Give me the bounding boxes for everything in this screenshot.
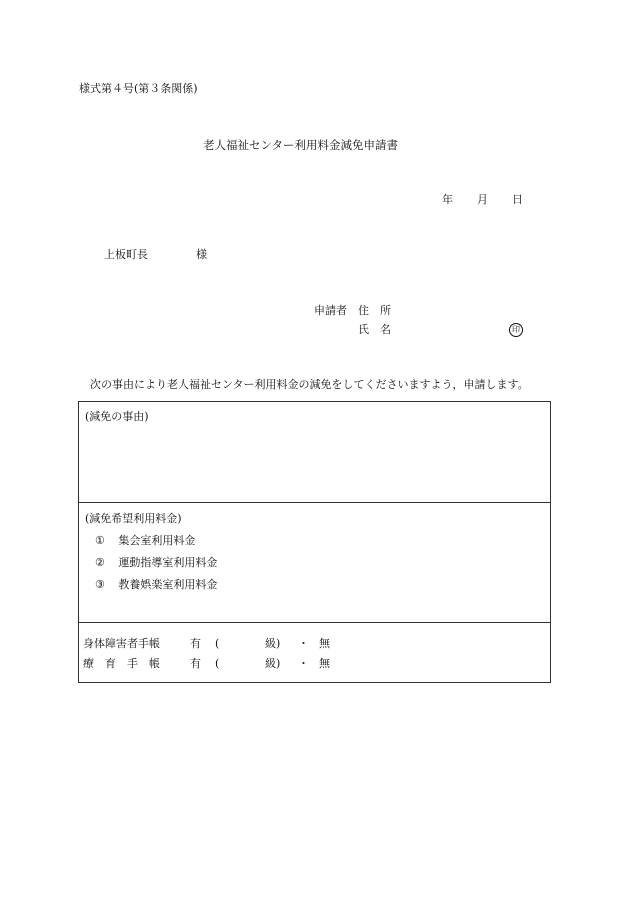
name-label: 氏 名 — [358, 323, 391, 336]
applicant-label: 申請者 — [314, 304, 347, 317]
certificate-open-paren: ( — [215, 637, 220, 650]
document-title: 老人福祉センター利用料金減免申請書 — [203, 138, 399, 152]
month-label: 月 — [477, 193, 488, 206]
fee-heading: (減免希望利用料金) — [85, 512, 182, 525]
intro-text: 次の事由により老人福祉センター利用料金の減免をしてくださいますよう，申請します。 — [90, 378, 529, 391]
fee-item-label: 教養娯楽室利用料金 — [118, 578, 218, 591]
fee-item-number: ③ — [95, 578, 105, 591]
fee-item-number: ② — [95, 556, 105, 569]
seal-icon: 印 — [509, 323, 523, 337]
fee-item-label: 集会室利用料金 — [118, 534, 196, 547]
certificate-separator: ・ — [298, 637, 309, 650]
certificate-label: 療 育 手 帳 — [83, 657, 160, 670]
seal-mark — [509, 322, 523, 337]
fee-item — [95, 578, 217, 592]
certificate-label: 身体障害者手帳 — [83, 637, 160, 650]
certificate-grade: 級) — [265, 657, 281, 670]
addressee-honorific: 様 — [196, 248, 207, 261]
application-table — [78, 401, 551, 683]
divider-1 — [79, 502, 550, 503]
fee-item-number: ① — [95, 534, 105, 547]
addressee-name: 上板町長 — [104, 248, 148, 261]
fee-item-label: 運動指導室利用料金 — [118, 556, 218, 569]
certificate-yes: 有 — [190, 657, 201, 670]
form-number: 様式第４号(第３条関係) — [79, 82, 198, 95]
address-label: 住 所 — [358, 304, 391, 317]
fee-item — [95, 534, 195, 548]
divider-2 — [79, 622, 550, 623]
reason-heading: (減免の事由) — [85, 410, 149, 423]
year-label: 年 — [442, 193, 453, 206]
certificate-no: 無 — [319, 657, 330, 670]
certificate-yes: 有 — [190, 637, 201, 650]
day-label: 日 — [512, 193, 523, 206]
certificate-grade: 級) — [265, 637, 281, 650]
certificate-open-paren: ( — [215, 657, 220, 670]
fee-item — [95, 556, 217, 570]
certificate-no: 無 — [319, 637, 330, 650]
certificate-separator: ・ — [298, 657, 309, 670]
